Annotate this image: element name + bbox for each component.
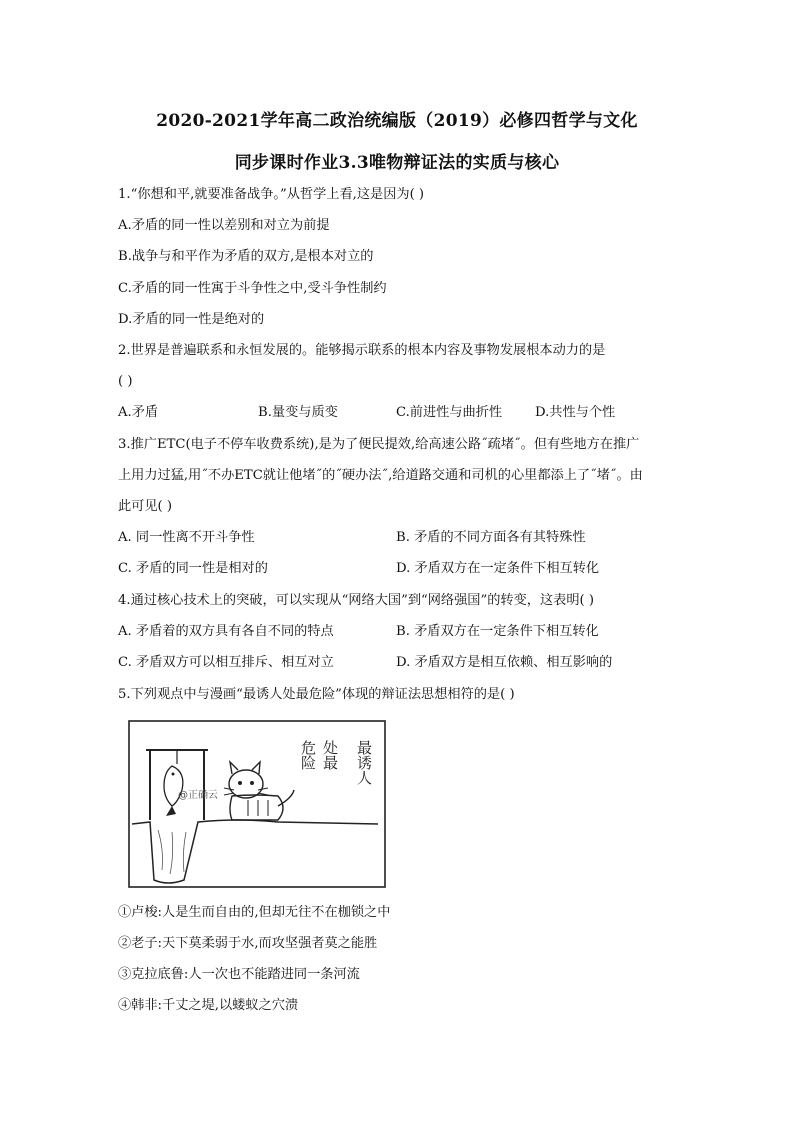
question-3-option-b: B. 矛盾的不同方面各有其特殊性 (396, 530, 586, 545)
question-2-option-c: C.前进性与曲折性 (396, 405, 503, 420)
question-2-option-b: B.量变与质变 (258, 405, 338, 420)
question-3-stem-cont-2: 此可见( ) (118, 499, 173, 514)
page-title: 2020-2021学年高二政治统编版（2019）必修四哲学与文化 (156, 111, 638, 131)
page-subtitle: 同步课时作业3.3唯物辩证法的实质与核心 (234, 153, 560, 173)
question-1-option-d: D.矛盾的同一性是绝对的 (118, 312, 265, 327)
cartoon-caption-col1: 最诱人 (355, 740, 373, 785)
cartoon-caption-col2: 处最 (321, 740, 339, 770)
cartoon-watermark: @正确云 (178, 790, 218, 801)
question-4-option-d: D. 矛盾双方是相互依赖、相互影响的 (396, 655, 613, 670)
question-4-option-c: C. 矛盾双方可以相互排斥、相互对立 (118, 655, 334, 670)
question-3-option-a: A. 同一性离不开斗争性 (118, 530, 255, 545)
question-4-option-b: B. 矛盾双方在一定条件下相互转化 (396, 624, 599, 639)
question-5-stem: 5.下列观点中与漫画“最诱人处最危险”体现的辩证法思想相符的是( ) (118, 687, 515, 702)
question-5-item-1: ①卢梭:人是生而自由的,但却无往不在枷锁之中 (118, 905, 391, 920)
question-5-item-2: ②老子:天下莫柔弱于水,而攻坚强者莫之能胜 (118, 936, 378, 951)
question-4-option-a: A. 矛盾着的双方具有各自不同的特点 (118, 624, 334, 639)
cartoon-drawing (128, 720, 386, 888)
question-2-option-a: A.矛盾 (118, 405, 159, 420)
question-1-option-c: C.矛盾的同一性寓于斗争性之中,受斗争性制约 (118, 281, 387, 296)
question-3-stem: 3.推广ETC(电子不停车收费系统),是为了便民提效,给高速公路˝疏堵˝。但有些地方在推广 (118, 437, 640, 452)
question-4-stem: 4.通过核心技术上的突破，可以实现从“网络大国”到“网络强国”的转变，这表明( ) (118, 593, 595, 608)
question-2-option-d: D.共性与个性 (535, 405, 616, 420)
question-2-stem-cont: ( ) (118, 374, 133, 389)
question-3-option-c: C. 矛盾的同一性是相对的 (118, 561, 268, 576)
question-5-item-3: ③克拉底鲁:人一次也不能踏进同一条河流 (118, 967, 360, 982)
cartoon-figure (128, 720, 386, 888)
question-1-option-a: A.矛盾的同一性以差别和对立为前提 (118, 218, 330, 233)
question-3-stem-cont-1: 上用力过猛,用˝不办ETC就让他堵˝的˝硬办法˝,给道路交通和司机的心里都添上了˝堵˝。由 (118, 468, 643, 483)
question-1-stem: 1.“你想和平,就要准备战争。”从哲学上看,这是因为( ) (118, 187, 425, 202)
question-2-stem: 2.世界是普遍联系和永恒发展的。能够揭示联系的根本内容及事物发展根本动力的是 (118, 343, 606, 358)
question-5-item-4: ④韩非:千丈之堤,以蝼蚁之穴溃 (118, 998, 299, 1013)
question-1-option-b: B.战争与和平作为矛盾的双方,是根本对立的 (118, 249, 374, 264)
cartoon-caption-col3: 危险 (299, 740, 317, 770)
question-3-option-d: D. 矛盾双方在一定条件下相互转化 (396, 561, 600, 576)
